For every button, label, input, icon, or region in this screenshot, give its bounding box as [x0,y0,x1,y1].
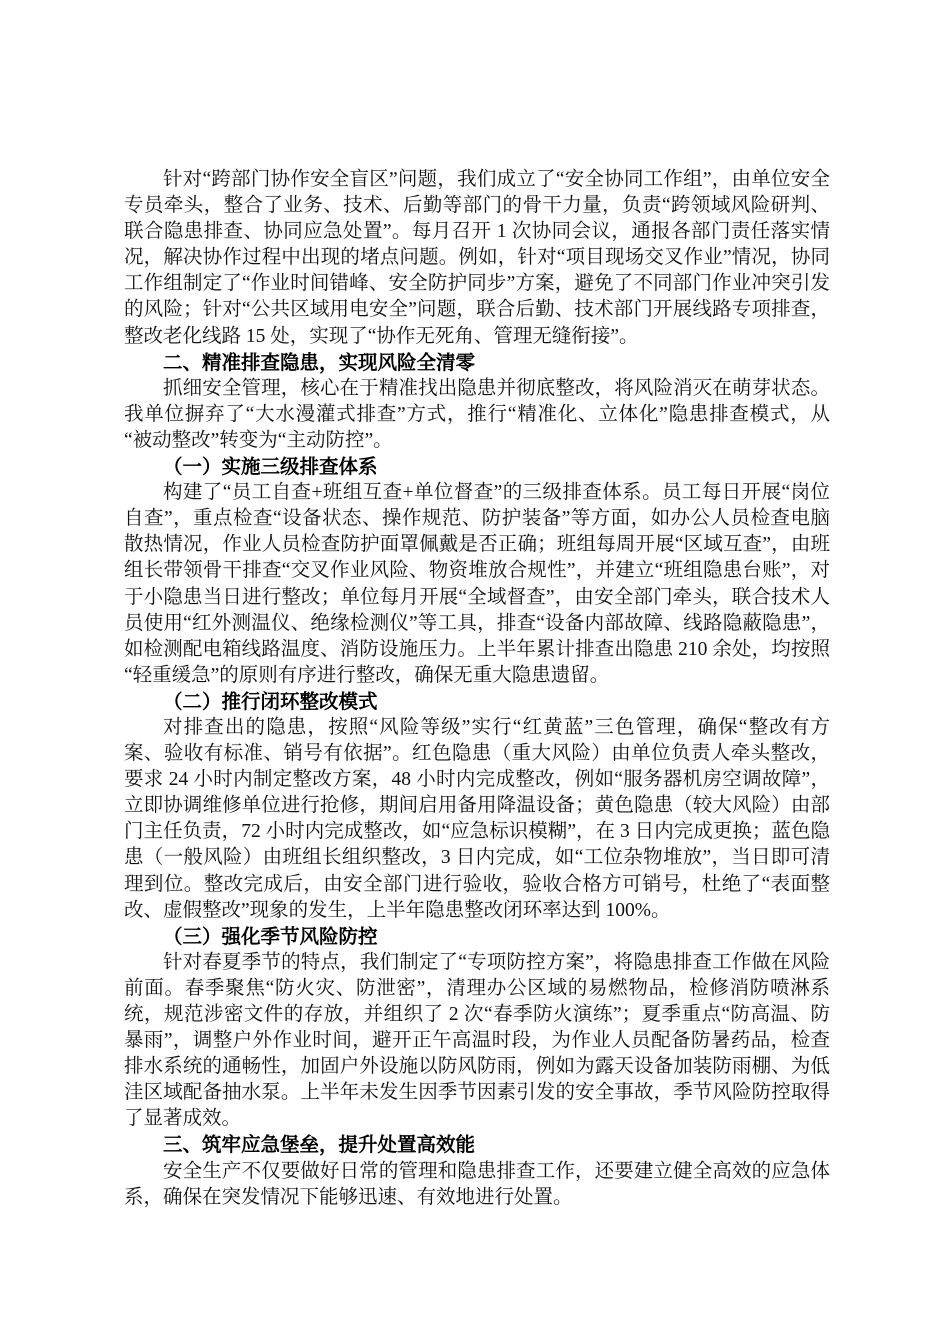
heading-subsection-two: （二）推行闭环整改模式 [163,690,378,713]
paragraph-section-three-intro: 安全生产不仅要做好日常的管理和隐患排查工作，还要建立健全高效的应急体系，确保在突发情况下能够迅速、有效地进行处置。 [124,1160,830,1208]
paragraph-three-tier-inspection: 构建了“员工自查+班组互查+单位督查”的三级排查体系。员工每日开展“岗位自查”，重点检查“设备状态、操作规范、防护装备”等方面，如办公人员检查电脑散热情况，作业人员检查防护面罩佩戴是否正确；班组每周开展“区域互查”，由班组长带领骨干排查“交叉作业风险、物资堆放合规性”，并建立“班组隐患台账”，对于小隐患当日进行整改；单位每月开展“全域督查”，由安全部门牵头，联合技术人员使用“红外测温仪、绝缘检测仪”等工具，排查“设备内部故障、线路隐蔽隐患”，如检测配电箱线路温度、消防设施压力。上半年累计排查出隐患 210 余处，均按照“轻重缓急”的原则有序进行整改，确保无重大隐患遗留。 [124,482,830,686]
heading-section-three: 三、筑牢应急堡垒，提升处置高效能 [163,1134,476,1157]
document-body [124,167,830,1211]
heading-section-two: 二、精准排查隐患，实现风险全清零 [163,351,476,374]
heading-subsection-three: （三）强化季节风险防控 [163,925,378,948]
heading-subsection-one: （一）实施三级排查体系 [163,456,378,479]
paragraph-closed-loop-rectification: 对排查出的隐患，按照“风险等级”实行“红黄蓝”三色管理，确保“整改有方案、验收有标准、销号有依据”。红色隐患（重大风险）由单位负责人牵头整改，要求 24 小时内制定整改方案，48 小时内完成整改，例如“服务器机房空调故障”，立即协调维修单位进行抢修，期间启用备用降温设备；黄色隐患（较大风险）由部门主任负责，72 小时内完成整改，如“应急标识模糊”，在 3 日内完成更换；蓝色隐患（一般风险）由班组长组织整改，3 日内完成，如“工位杂物堆放”，当日即可清理到位。整改完成后，由安全部门进行验收，验收合格方可销号，杜绝了“表面整改、虚假整改”现象的发生，上半年隐患整改闭环率达到 100%。 [124,716,830,921]
paragraph-section-two-intro: 抓细安全管理，核心在于精准找出隐患并彻底整改，将风险消灭在萌芽状态。我单位摒弃了“大水漫灌式排查”方式，推行“精准化、立体化”隐患排查模式，从“被动整改”转变为“主动防控”。 [124,377,830,451]
paragraph-seasonal-risk-control: 针对春夏季节的特点，我们制定了“专项防控方案”，将隐患排查工作做在风险前面。春季聚焦“防火灾、防泄密”，清理办公区域的易燃物品，检修消防喷淋系统，规范涉密文件的存放，并组织了 2 次“春季防火演练”；夏季重点“防高温、防暴雨”，调整户外作业时间，避开正午高温时段，为作业人员配备防暑药品，检查排水系统的通畅性，加固户外设施以防风防雨，例如为露天设备加装防雨棚、为低洼区域配备抽水泵。上半年未发生因季节因素引发的安全事故，季节风险防控取得了显著成效。 [124,951,830,1130]
paragraph-cross-department-collaboration: 针对“跨部门协作安全盲区”问题，我们成立了“安全协同工作组”，由单位安全专员牵头，整合了业务、技术、后勤等部门的骨干力量，负责“跨领域风险研判、联合隐患排查、协同应急处置”。每月召开 1 次协同会议，通报各部门责任落实情况，解决协作过程中出现的堵点问题。例如，针对“项目现场交叉作业”情况，协同工作组制定了“作业时间错峰、安全防护同步”方案，避免了不同部门作业冲突引发的风险；针对“公共区域用电安全”问题，联合后勤、技术部门开展线路专项排查，整改老化线路 15 处，实现了“协作无死角、管理无缝衔接”。 [124,169,830,347]
